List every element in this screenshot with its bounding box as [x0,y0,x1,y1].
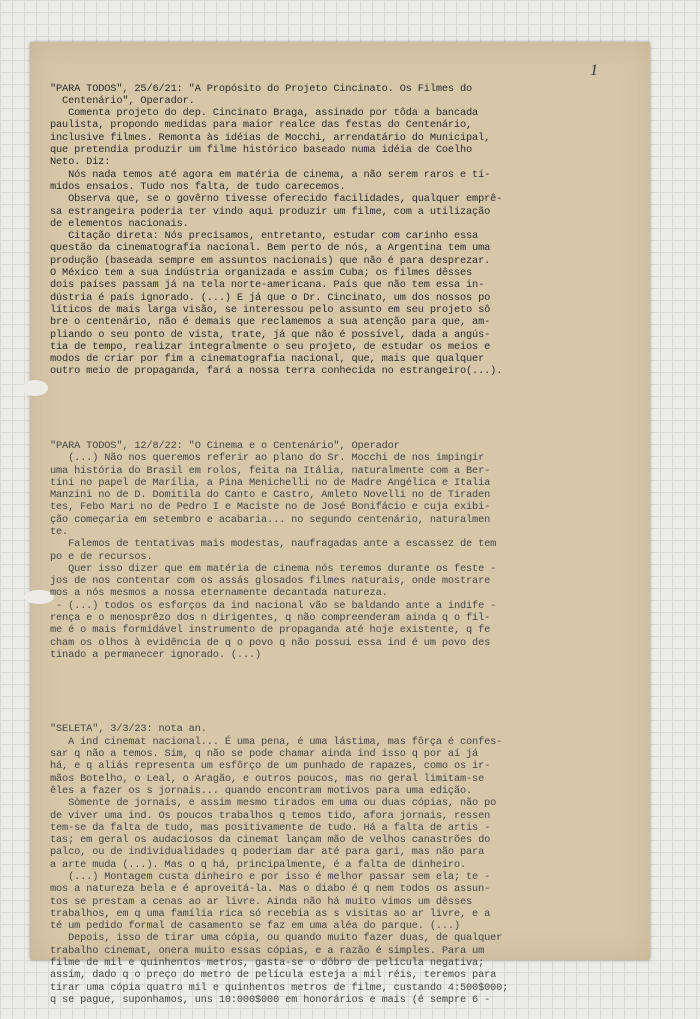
text-line: tia de tempo, realizar integralmente o seu projeto, de estudar os meios e [50,340,491,353]
text-line: de viver uma ind. Os poucos trabalhos q temos tido, afora jornais, ressen [50,809,491,822]
text-line: produção (baseada sempre em assuntos nacionais) que não é para desprezar. [50,254,491,267]
text-line: a arte muda (...). Mas o q há, principalmente, é a falta de dinheiro. [50,858,467,871]
text-line: po e de recursos. [50,550,153,563]
text-line: dústria é país ignorado. (...) E já que o Dr. Cincinato, um dos nossos po [50,291,491,304]
text-line: Nós nada temos até agora em matéria de cinema, a não serem raros e tí- [50,168,491,181]
text-line: mãos Botelho, o Leal, o Aragão, e outros poucos, mas no geral limitam-se [50,772,485,785]
document-body [50,58,610,1019]
text-line: ção começaria em setembro e acabaria... no segundo centenário, naturalmen [50,513,491,526]
text-line: rença e o menosprêzo dos n dirigentes, q não compreenderam ainda q o fil- [50,612,491,625]
text-line: me é o mais formidável instrumento de propaganda até hoje existente, q fe [50,624,491,637]
text-line: - (...) todos os esforços da ind nacional vão se baldando ante a indife - [50,599,497,612]
text-line: assim, dado q o preço do metro de película esteja a mil réis, teremos para [50,969,497,982]
text-line: sa estrangeira poderia ter vindo aqui produzir um filme, com a utilização [50,205,491,218]
text-line: Manzini no de D. Domitila do Canto e Castro, Amleto Novelli no de Tiraden [50,489,491,502]
text-line: (...) Não nos queremos referir ao plano do Sr. Mocchi de nos impingir [50,452,485,465]
text-line: tos se prestam a cenas ao ar livre. Ainda não há muito vimos um dêsses [50,895,473,908]
text-line: Depois, isso de tirar uma cópia, ou quando muito fazer duas, de qualquer [50,932,503,945]
text-line: mos a natureza bela e é aproveitá-la. Mas o diabo é q nem todos os assun- [50,883,491,896]
text-line: Centenário", Operador. [50,94,195,107]
text-line: outro meio de propaganda, fará a nossa terra conhecida no estrangeiro(...). [50,365,503,378]
text-line: Sòmente de jornais, e assim mesmo tirados em uma ou duas cópias, não po [50,797,497,810]
text-line: pliando o seu ponto de vista, trate, já que não é possível, dada a angús- [50,328,491,341]
text-line: uma história do Brasil em rolos, feita na Itália, naturalmente com a Ber- [50,464,491,477]
text-line: tas; em geral os audaciosos da cinemat lançam mão de velhos canastrões do [50,834,491,847]
text-line: A ind cinemat nacional... É uma pena, é uma lástima, mas fôrça é confes- [50,735,503,748]
text-line: tinado a permanecer ignorado. (...) [50,648,262,661]
text-line: filme de mil e quinhentos metros, gasta-se o dôbro de película negativa; [50,957,485,970]
text-line: Neto. Diz: [50,156,111,169]
text-line: midos ensaios. Tudo nos falta, de tudo carecemos. [50,180,346,193]
text-line: te. [50,525,69,538]
text-line: tini no papel de Marília, a Pina Menichelli no de Madre Angélica e Italia [50,476,491,489]
text-line: Citação direta: Nós precisamos, entretanto, estudar com carinho essa [50,230,479,243]
text-line: q se pague, suponhamos, uns 10:000$000 em honorários e mais (é sempre 6 - [50,993,491,1006]
text-line: "SELETA", 3/3/23: nota an. [50,723,207,736]
text-line: paulista, propondo medidas para maior realce das festas do Centenário, [50,119,473,132]
text-line: Observa que, se o govêrno tivesse oferecido facilidades, qualquer emprê- [50,193,503,206]
text-line: bre o centenário, não é demais que reclamemos a sua atenção para que, am- [50,316,491,329]
text-line: Comenta projeto do dep. Cincinato Braga, assinado por tôda a bancada [50,107,479,120]
text-line: (...) Montagem custa dinheiro e por isso é melhor passar sem ela; te - [50,871,491,883]
text-line: té um pedido formal de casamento se faz em uma aléa do parque. (...) [50,920,460,933]
text-line: modos de criar por fim a cinematografia nacional, que, mais que qualquer [50,353,485,366]
section-para-todos-1921 [50,83,610,378]
text-line: "PARA TODOS", 12/8/22: "O Cinema e o Centenário", Operador [50,439,400,452]
section-seleta-1923 [50,723,610,1006]
text-line: êles a fazer os s jornais... quando encontram motivos para uma edição. [50,784,473,797]
text-line: tirar uma cópia quatro mil e quinhentos metros de filme, custando 4:500$000; [50,981,509,994]
text-line: jos de nos contentar com os assás glosados filmes naturais, onde mostrare [50,575,491,588]
text-line: há, e q aliás representa um esfôrço de um punhado de rapazes, como os ir- [50,760,491,773]
paper-tear [22,380,48,396]
text-line: de elementos nacionais. [50,217,189,230]
text-line: sar q não a temos. Sim, q não se pode chamar ainda ind isso q por aí já [50,748,479,761]
text-line: Quer isso dizer que em matéria de cinema nós teremos durante os feste - [50,562,497,575]
text-line: trabalhos, em q uma família rica só recebia as s visitas ao ar livre, e a [50,907,491,920]
text-line: tem-se da falta de tudo, mas positivamente de tudo. Há a falta de artis - [50,821,491,834]
text-line: Falemos de tentativas mais modestas, naufragadas ante a escassez de tem [50,538,497,551]
text-line: tes, Febo Mari no de Pedro I e Maciste no de José Bonifácio e cuja exibi- [50,501,491,514]
text-line: líticos de mais larga visão, se interessou pelo assunto em seu projeto sô [50,303,491,316]
text-line: "PARA TODOS", 25/6/21: "A Propósito do Projeto Cincinato. Os Filmes do [50,82,473,95]
text-line: questão da cinematografia nacional. Bem perto de nós, a Argentina tem uma [50,242,491,255]
text-line: palco, ou de individualidades q poderiam dar até para gari, mas não para [50,846,485,859]
text-line: que pretendia produzir um filme histórico baseado numa idéia de Coelho [50,144,473,157]
text-line: inclusive filmes. Remonta às idéias de Mocchi, arrendatário do Municipal, [50,131,491,144]
text-line: cham os olhos à evidência de q o povo q não possui essa ind é um povo des [50,636,491,649]
text-line: O México tem a sua indústria organizada e assim Cuba; os filmes dêsses [50,267,473,280]
section-para-todos-1922 [50,440,610,661]
text-line: mos a nós mesmos a nossa eternamente decantada natureza. [50,587,388,600]
text-line: dois países passam já na tela norte-americana. País que não tem essa in- [50,279,485,292]
text-line: trabalho cinemat, onera muito essas cópias, e a razão é simples. Para um [50,944,485,957]
page-number: 1 [590,62,598,79]
